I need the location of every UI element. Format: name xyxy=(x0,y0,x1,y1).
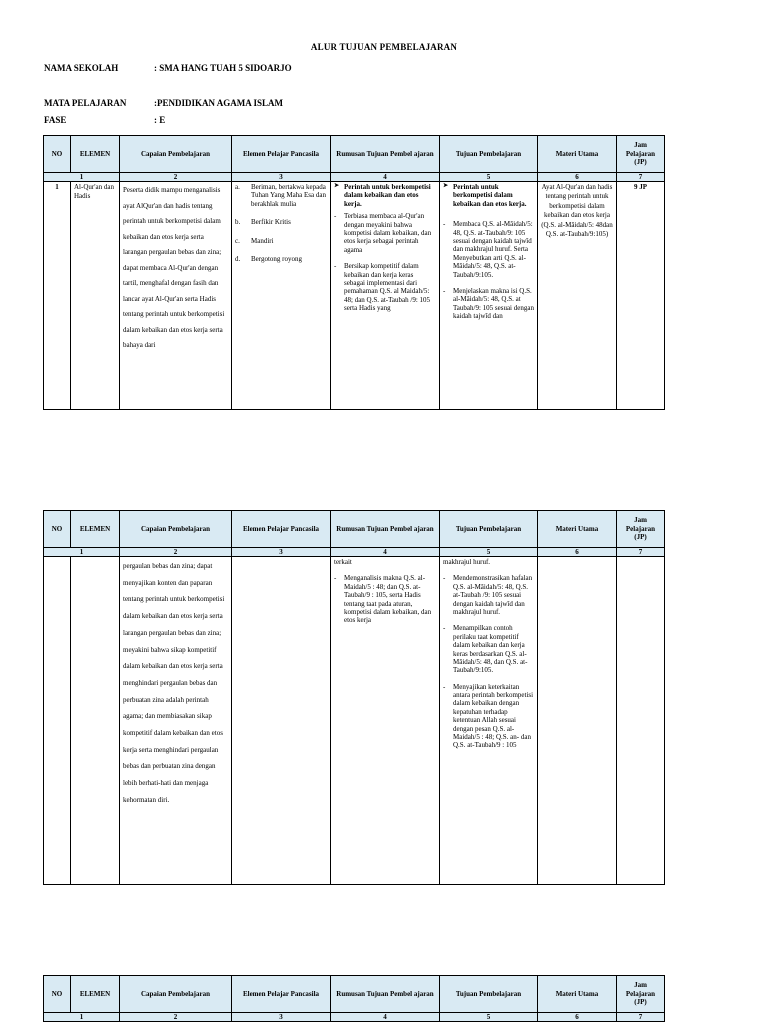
number-cell: 4 xyxy=(331,173,440,182)
cell-pancasila xyxy=(232,557,331,885)
number-cell: 2 xyxy=(120,173,232,182)
number-cell: 7 xyxy=(617,1013,665,1022)
number-cell: 4 xyxy=(331,1013,440,1022)
cell-no xyxy=(44,557,71,885)
meta-key: MATA PELAJARAN xyxy=(44,98,127,108)
number-cell: 3 xyxy=(232,548,331,557)
rumusan-heading: ➤ Perintah untuk berkompetisi dalam kebaikan dan etos kerja. xyxy=(334,183,436,208)
cell-elemen: Al-Qur'an dan Hadis xyxy=(71,182,120,410)
number-cell: 3 xyxy=(232,173,331,182)
header-row xyxy=(44,976,665,1013)
header-rumusan: Rumusan Tujuan Pembel ajaran xyxy=(331,511,440,548)
cell-materi xyxy=(538,557,617,885)
number-cell: 5 xyxy=(440,1013,538,1022)
header-pancasila: Elemen Pelajar Pancasila xyxy=(232,976,331,1013)
meta-key: NAMA SEKOLAH xyxy=(44,63,119,73)
number-cell: 2 xyxy=(120,1013,232,1022)
header-capaian: Capaian Pembelajaran xyxy=(120,136,232,173)
header-rumusan: Rumusan Tujuan Pembel ajaran xyxy=(331,136,440,173)
meta-key: FASE xyxy=(44,115,67,125)
rumusan-continuation: terkait xyxy=(334,558,352,566)
header-row xyxy=(44,511,665,548)
cell-jp: 9 JP xyxy=(617,182,665,410)
cell-rumusan xyxy=(331,557,440,885)
meta-nama-sekolah xyxy=(44,63,292,73)
number-row xyxy=(44,548,665,557)
atp-table-page-1 xyxy=(43,135,665,410)
number-cell: 2 xyxy=(120,548,232,557)
number-cell: 6 xyxy=(538,173,617,182)
tujuan-item: - Membaca Q.S. al-Mâidah/5: 48, Q.S. at-Taubah/9: 105 sesuai dengan kaidah tajwîd dan makhrajul huruf. Serta Menyebutkan arti Q.S. al-Mâidah/5: 48, Q.S. at-Taubah/9:105. xyxy=(443,220,534,279)
header-no: NO xyxy=(44,511,71,548)
header-row xyxy=(44,136,665,173)
header-materi: Materi Utama xyxy=(538,976,617,1013)
header-tujuan: Tujuan Pembelajaran xyxy=(440,976,538,1013)
header-capaian: Capaian Pembelajaran xyxy=(120,976,232,1013)
header-materi: Materi Utama xyxy=(538,511,617,548)
header-jp: Jam Pelajaran (JP) xyxy=(617,511,665,548)
atp-table-page-3 xyxy=(43,975,665,1022)
meta-value: : SMA HANG TUAH 5 SIDOARJO xyxy=(154,63,292,73)
number-cell: 6 xyxy=(538,1013,617,1022)
tujuan-item: - Menjelaskan makna isi Q.S. al-Mâidah/5: 48, Q.S. at Taubah/9: 105 sesuai dengan kaidah tajwîd dan xyxy=(443,287,534,321)
rumusan-item: - Menganalisis makna Q.S. al-Maidah/5 : 48; dan Q.S. at-Taubah/9 : 105, serta Hadis tentang taat pada aturan, kompetisi dalam kebaikan, dan etos kerja xyxy=(334,574,436,624)
cell-pancasila xyxy=(232,182,331,410)
header-materi: Materi Utama xyxy=(538,136,617,173)
pancasila-item: a. Beriman, bertakwa kepada Tuhan Yang Maha Esa dan berakhlak mulia xyxy=(235,183,326,208)
pancasila-item: c. Mandiri xyxy=(235,236,274,245)
header-pancasila: Elemen Pelajar Pancasila xyxy=(232,511,331,548)
tujuan-continuation: makhrajul huruf. xyxy=(443,558,491,566)
cell-tujuan xyxy=(440,557,538,885)
header-jp: Jam Pelajaran (JP) xyxy=(617,976,665,1013)
document-title: ALUR TUJUAN PEMBELAJARAN xyxy=(310,42,458,52)
tujuan-item: - Menampilkan contoh perilaku taat kompetitif dalam kebaikan dan kerja keras berdasarkan Q.S. al-Mâidah/5: 48, dan Q.S. at-Taubah/9:105. xyxy=(443,624,534,674)
atp-table-page-2 xyxy=(43,510,665,885)
number-cell: 4 xyxy=(331,548,440,557)
pancasila-item: d. Bergotong royong xyxy=(235,254,303,263)
number-cell: 7 xyxy=(617,548,665,557)
table-row xyxy=(44,557,665,885)
tujuan-heading: ➤ Perintah untuk berkompetisi dalam kebaikan dan etos kerja. xyxy=(443,183,534,208)
cell-no: 1 xyxy=(44,182,71,410)
rumusan-item: - Terbiasa membaca al-Qur'an dengan meyakini bahwa kompetisi dalam kebaikan, dan etos kerja sebagai perintah agama xyxy=(334,212,436,254)
number-cell: 3 xyxy=(232,1013,331,1022)
cell-capaian: pergaulan bebas dan zina; dapat menyajikan konten dan paparan tentang perintah untuk berkompetisi dalam kebaikan dan etos kerja serta larangan pergaulan bebas dan zina; meyakini bahwa sikap kompetitif dalam kebaikan dan etos kerja serta menghindari pergaulan bebas dan perbuatan zina adalah perintah agama; dan membiasakan sikap kompetitif dalam kebaikan dan etos kerja serta menghindari pergaulan bebas dan perbuatan zina dengan lebih berhati-hati dan menjaga kehormatan diri. xyxy=(120,557,232,885)
number-cell: 5 xyxy=(440,173,538,182)
number-cell: 1 xyxy=(44,1013,120,1022)
header-jp: Jam Pelajaran (JP) xyxy=(617,136,665,173)
meta-mata-pelajaran xyxy=(44,98,283,108)
header-pancasila: Elemen Pelajar Pancasila xyxy=(232,136,331,173)
table-row xyxy=(44,182,665,410)
header-rumusan: Rumusan Tujuan Pembel ajaran xyxy=(331,976,440,1013)
cell-materi: Ayat Al-Qur'an dan hadis tentang perintah untuk berkompetisi dalam kebaikan dan etos kerja (Q.S. al-Mâidah/5: 48dan Q.S. at-Taubah/9:105) xyxy=(538,182,617,410)
tujuan-item: - Menyajikan keterkaitan antara perintah berkompetisi dalam kebaikan dengan kepatuhan terhadap ketentuan Allah sesuai dengan pesan Q.S. al-Maidah/5 : 48; Q.S. an- dan Q.S. at-Taubah/9 : 105 xyxy=(443,683,534,750)
header-no: NO xyxy=(44,136,71,173)
meta-value: : E xyxy=(154,115,166,125)
cell-elemen xyxy=(71,557,120,885)
rumusan-item: - Bersikap kompetitif dalam kebaikan dan kerja keras sebagai implementasi dari pemahaman Q.S. al Maidah/5: 48; dan Q.S. at-Taubah /9: 105 serta Hadis yang xyxy=(334,262,436,312)
pancasila-item: b. Berfikir Kritis xyxy=(235,218,291,227)
number-cell: 1 xyxy=(44,173,120,182)
header-capaian: Capaian Pembelajaran xyxy=(120,511,232,548)
cell-tujuan xyxy=(440,182,538,410)
number-row xyxy=(44,173,665,182)
header-no: NO xyxy=(44,976,71,1013)
cell-jp xyxy=(617,557,665,885)
cell-capaian: Peserta didik mampu menganalisis ayat AlQur'an dan hadis tentang perintah untuk berkompetisi dalam kebaikan dan etos kerja serta larangan pergaulan bebas dan zina; dapat membaca Al-Qur'an dengan tartil, menghafal dengan fasih dan lancar ayat Al-Qur'an serta Hadis tentang perintah untuk berkompetisi dalam kebaikan dan etos kerja serta bahaya dari xyxy=(120,182,232,410)
header-elemen: ELEMEN xyxy=(71,511,120,548)
tujuan-item: - Mendemonstrasikan hafalan Q.S. al-Mâidah/5: 48, Q.S. at-Taubah /9: 105 sesuai dengan kaidah tajwîd dan makhrajul huruf. xyxy=(443,574,534,616)
number-cell: 5 xyxy=(440,548,538,557)
number-cell: 7 xyxy=(617,173,665,182)
meta-fase xyxy=(44,115,165,125)
header-tujuan: Tujuan Pembelajaran xyxy=(440,511,538,548)
number-cell: 1 xyxy=(44,548,120,557)
meta-value: :PENDIDIKAN AGAMA ISLAM xyxy=(154,98,284,108)
header-elemen: ELEMEN xyxy=(71,976,120,1013)
header-tujuan: Tujuan Pembelajaran xyxy=(440,136,538,173)
number-row xyxy=(44,1013,665,1022)
number-cell: 6 xyxy=(538,548,617,557)
header-elemen: ELEMEN xyxy=(71,136,120,173)
cell-rumusan xyxy=(331,182,440,410)
